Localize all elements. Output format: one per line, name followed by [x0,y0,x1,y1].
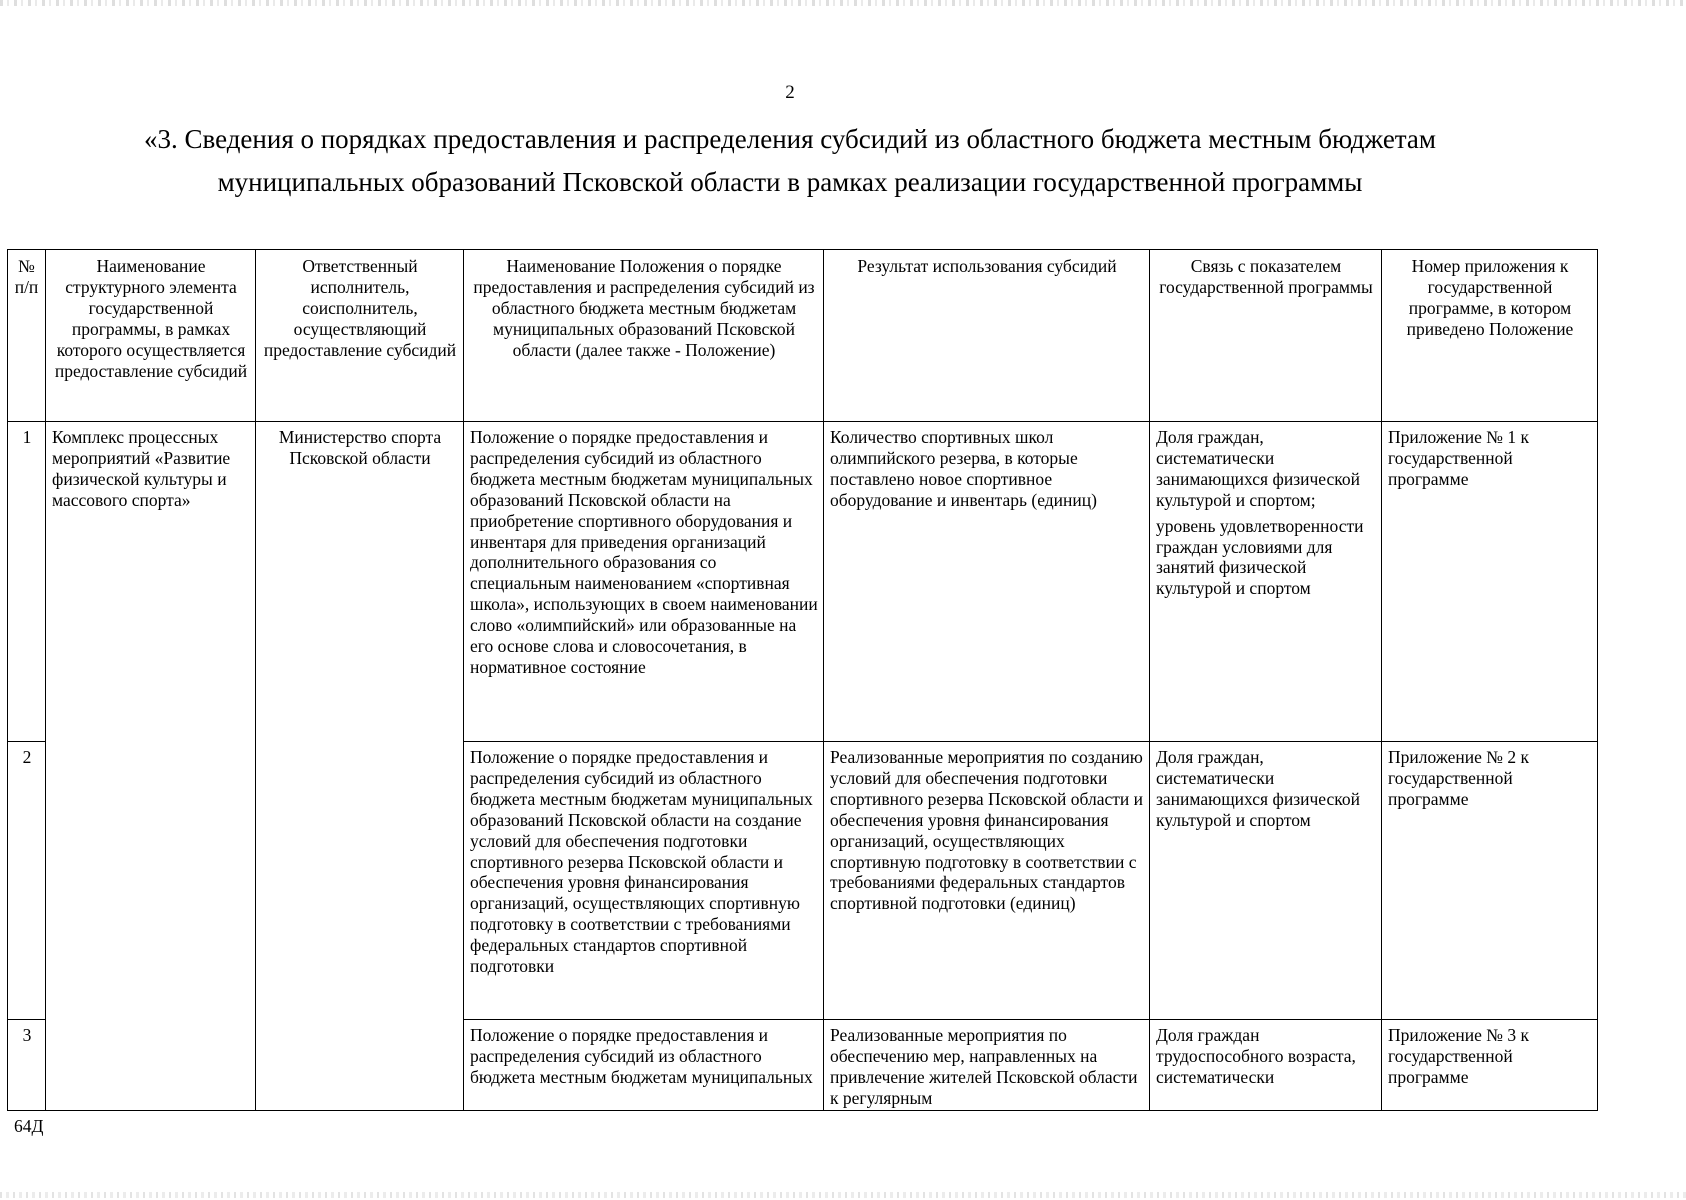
header-num: № п/п [8,250,46,422]
header-executor: Ответственный исполнитель, соисполнитель, осуществляющий предоставление субсидий [256,250,464,422]
header-structural-element: Наименование структурного элемента государственной программы, в рамках которого осуществляется предоставление субсидий [46,250,256,422]
row-number: 2 [8,742,46,1020]
appendix-cell: Приложение № 1 к государственной программе [1382,422,1598,742]
indicator-cell [1150,422,1382,742]
indicator-cell: Доля граждан трудоспособного возраста, систематически [1150,1020,1382,1111]
structural-element-cell: Комплекс процессных мероприятий «Развитие физической культуры и массового спорта» [46,422,256,1111]
header-regulation: Наименование Положения о порядке предоставления и распределения субсидий из областного бюджета местным бюджетам муниципальных образований Псковской области (далее также - Положение) [464,250,824,422]
indicator-text: Доля граждан, систематически занимающихся физической культурой и спортом; [1156,427,1360,510]
indicator-text: уровень удовлетворенности граждан условиями для занятий физической культурой и спортом [1156,515,1364,599]
row-number: 1 [8,422,46,742]
indicator-cell: Доля граждан, систематически занимающихся физической культурой и спортом [1150,742,1382,1020]
regulation-cell: Положение о порядке предоставления и распределения субсидий из областного бюджета местным бюджетам муниципальных образований Псковской области на приобретение спортивного оборудования и инвентаря для приведения организаций дополнительного образования со специальным наименованием «спортивная школа», использующих в своем наименовании слово «олимпийский» или образованные на его основе слова и словосочетания, в нормативное состояние [464,422,824,742]
appendix-cell: Приложение № 3 к государственной программе [1382,1020,1598,1111]
regulation-cell: Положение о порядке предоставления и распределения субсидий из областного бюджета местным бюджетам муниципальных [464,1020,824,1111]
result-cell: Количество спортивных школ олимпийского резерва, в которые поставлено новое спортивное оборудование и инвентарь (единиц) [824,422,1150,742]
result-cell: Реализованные мероприятия по созданию условий для обеспечения подготовки спортивного резерва Псковской области и обеспечения уровня финансирования организаций, осуществляющих спортивную подготовку в соответствии с требованиями федеральных стандартов спортивной подготовки (единиц) [824,742,1150,1020]
header-indicator: Связь с показателем государственной программы [1150,250,1382,422]
appendix-cell: Приложение № 2 к государственной программе [1382,742,1598,1020]
executor-cell: Министерство спорта Псковской области [256,422,464,1111]
subsidy-table [7,249,1598,1111]
section-title: «3. Сведения о порядках предоставления и распределения субсидий из областного бюджета местным бюджетам муниципальных образований Псковской области в рамках реализации государственной программы [143,124,1437,197]
row-number: 3 [8,1020,46,1111]
table-header-row [8,250,1598,422]
table-row [8,422,1598,742]
document-code: 64Д [14,1116,44,1136]
regulation-cell: Положение о порядке предоставления и распределения субсидий из областного бюджета местным бюджетам муниципальных образований Псковской области на создание условий для обеспечения подготовки спортивного резерва Псковской области и обеспечения уровня финансирования организаций, осуществляющих спортивную подготовку в соответствии с требованиями федеральных стандартов спортивной подготовки [464,742,824,1020]
header-result: Результат использования субсидий [824,250,1150,422]
result-cell: Реализованные мероприятия по обеспечению мер, направленных на привлечение жителей Псковской области к регулярным [824,1020,1150,1111]
scan-edge-bottom [0,1192,1686,1198]
scan-edge-top [0,0,1686,6]
page-number: 2 [785,82,795,103]
header-appendix: Номер приложения к государственной программе, в котором приведено Положение [1382,250,1598,422]
